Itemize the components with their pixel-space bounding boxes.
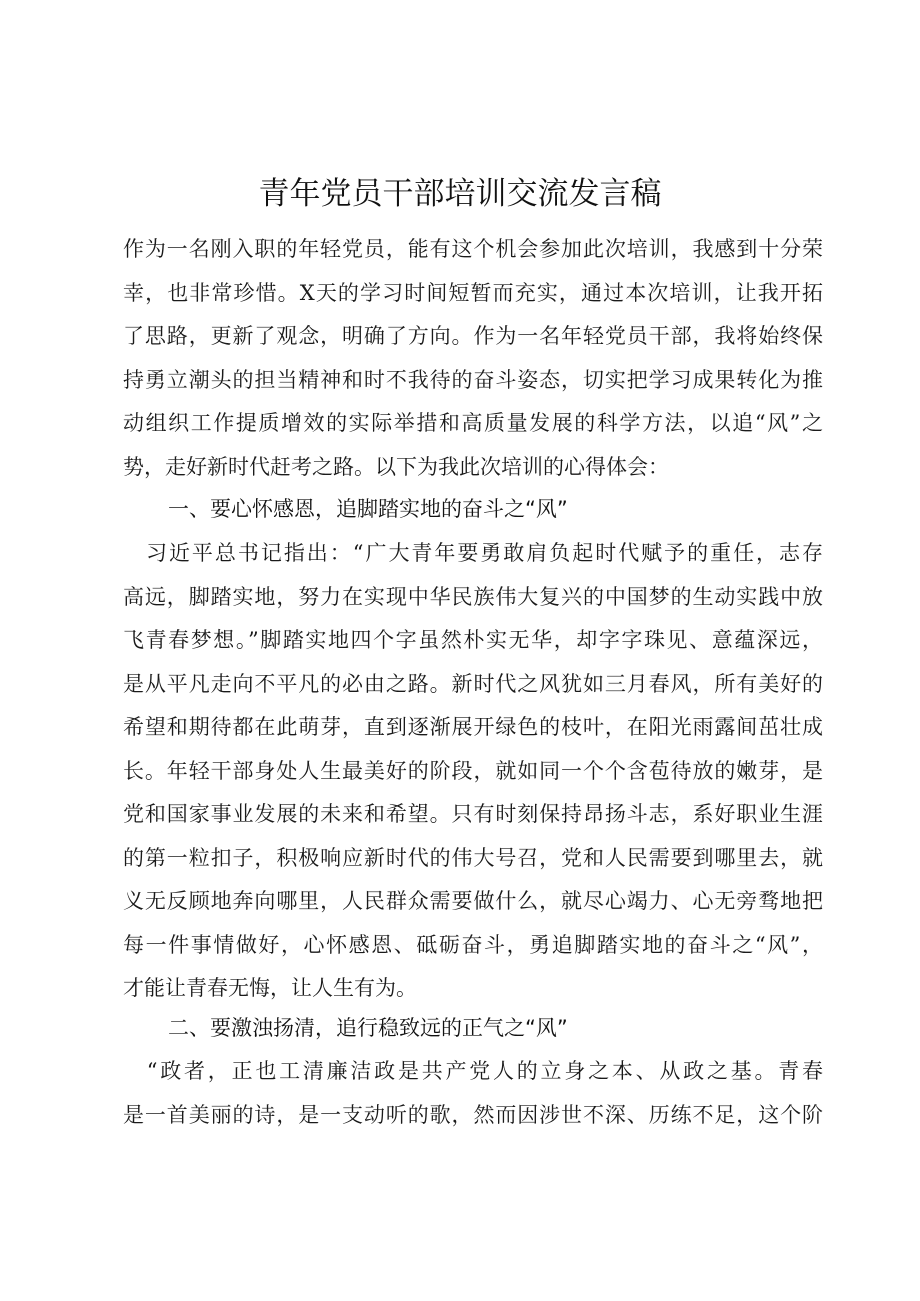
paragraph-line: 势，走好新时代赶考之路。以下为我此次培训的心得体会：: [123, 454, 669, 479]
paragraph-line: 飞青春梦想。”脚踏实地四个字虽然朴实无华，却字字珠见、意蕴深远，: [123, 628, 823, 652]
paragraph-line: 持勇立潮头的担当精神和时不我待的奋斗姿态，切实把学习成果转化为推: [123, 367, 823, 392]
paragraph-line: 是从平凡走向不平凡的必由之路。新时代之风犹如三月春风，所有美好的: [123, 671, 823, 696]
paragraph-line: 每一件事情做好，心怀感恩、砥砺奋斗，勇追脚踏实地的奋斗之“风”，: [123, 932, 823, 957]
section-heading-1: 一、要心怀感恩，追脚踏实地的奋斗之“风”: [168, 497, 568, 521]
paragraph-line: 了思路，更新了观念，明确了方向。作为一名年轻党员干部，我将始终保: [123, 324, 823, 348]
paragraph-line: 作为一名刚入职的年轻党员，能有这个机会参加此次培训，我感到十分荣: [123, 237, 823, 261]
paragraph-line: 才能让青春无悔，让人生有为。: [123, 976, 417, 1000]
paragraph-line: 幸，也非常珍惜。X天的学习时间短暂而充实，通过本次培训，让我开拓: [123, 280, 823, 305]
paragraph-line: “政者，正也工清廉洁政是共产党人的立身之本、从政之基。青春: [123, 1059, 823, 1083]
paragraph-line: 希望和期待都在此萌芽，直到逐渐展开绿色的枝叶，在阳光雨露间茁壮成: [123, 715, 823, 739]
paragraph-line: 是一首美丽的诗，是一支动听的歌，然而因涉世不深、历练不足，这个阶: [123, 1102, 823, 1127]
section1-paragraph: [123, 532, 823, 1011]
intro-paragraph: [123, 228, 823, 489]
paragraph-line: 习近平总书记指出：“广大青年要勇敢肩负起时代赋予的重任，志存: [123, 541, 823, 565]
paragraph-line: 党和国家事业发展的未来和希望。只有时刻保持昂扬斗志，系好职业生涯: [123, 802, 823, 826]
paragraph-line: 动组织工作提质增效的实际举措和高质量发展的科学方法，以追“风”之: [123, 411, 823, 435]
document-title: 青年党员干部培训交流发言稿: [258, 176, 662, 212]
paragraph-line: 的第一粒扣子，积极响应新时代的伟大号召，党和人民需要到哪里去，就: [123, 845, 823, 870]
paragraph-line: 高远，脚踏实地，努力在实现中华民族伟大复兴的中国梦的生动实践中放: [123, 584, 823, 609]
section2-paragraph: [123, 1050, 823, 1137]
paragraph-line: 长。年轻干部身处人生最美好的阶段，就如同一个个含苞待放的嫩芽，是: [123, 758, 823, 783]
paragraph-line: 义无反顾地奔向哪里，人民群众需要做什么，就尽心竭力、心无旁骛地把: [123, 889, 823, 913]
section-heading-2: 二、要激浊扬清，追行稳致远的正气之“风”: [168, 1016, 568, 1040]
